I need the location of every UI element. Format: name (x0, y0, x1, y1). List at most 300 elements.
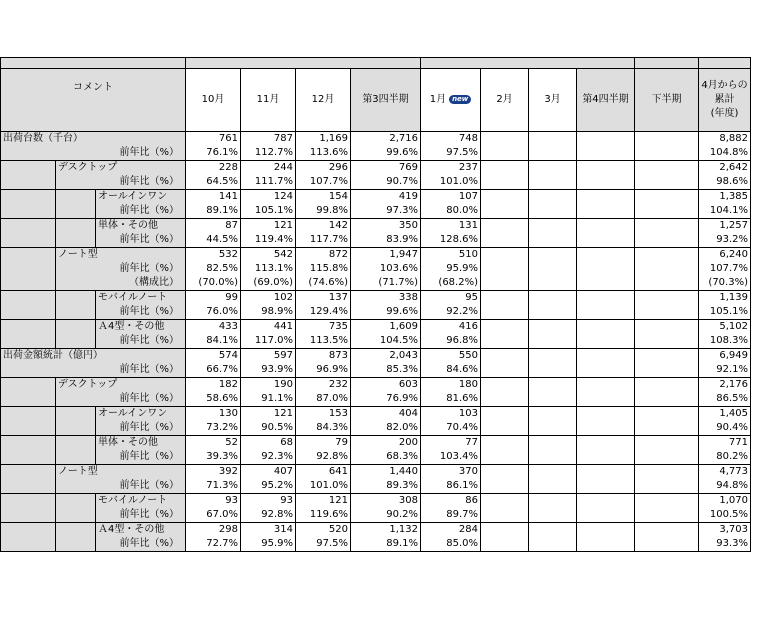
value-cell: (69.0%) (241, 276, 296, 291)
value-cell (635, 248, 699, 263)
value-cell (481, 421, 529, 436)
value-cell: 66.7% (186, 363, 241, 378)
value-cell (635, 537, 699, 552)
value-cell (577, 363, 635, 378)
value-cell: 82.0% (351, 421, 421, 436)
value-cell: 121 (241, 407, 296, 422)
value-cell (635, 161, 699, 176)
value-cell (481, 349, 529, 364)
row-sublabel: 前年比（%） (1, 146, 186, 161)
value-cell (577, 204, 635, 219)
table-row (1, 363, 751, 378)
value-cell: 180 (421, 378, 481, 393)
value-cell (529, 334, 577, 349)
header-spacer (1, 58, 186, 69)
table-row (1, 537, 751, 552)
value-cell: 237 (421, 161, 481, 176)
row-sublabel: 前年比（%） (96, 305, 186, 320)
value-cell: 154 (296, 190, 351, 205)
value-cell: 104.8% (699, 146, 751, 161)
value-cell (481, 378, 529, 393)
value-cell: 107.7% (296, 175, 351, 190)
quarter-header-q3: 第3四半期 (351, 69, 421, 132)
value-cell: 67.0% (186, 508, 241, 523)
row-label: ノート型 (56, 248, 186, 263)
value-cell: 131 (421, 219, 481, 234)
value-cell: 96.8% (421, 334, 481, 349)
value-cell: 87 (186, 219, 241, 234)
value-cell (577, 233, 635, 248)
value-cell: 93 (241, 494, 296, 509)
month-header-nov: 11月 (241, 69, 296, 132)
row-label: 単体・その他 (96, 219, 186, 234)
value-cell: 101.0% (296, 479, 351, 494)
value-cell: 1,132 (351, 523, 421, 538)
table-row (1, 291, 751, 306)
value-cell: 419 (351, 190, 421, 205)
table-row (1, 334, 751, 349)
table-row (1, 132, 751, 147)
value-cell (529, 407, 577, 422)
value-cell (577, 508, 635, 523)
table-row (1, 276, 751, 291)
value-cell: 92.1% (699, 363, 751, 378)
table-row (1, 436, 751, 451)
row-sublabel: 前年比（%） (96, 421, 186, 436)
header-spacer-cum (699, 58, 751, 69)
value-cell: 574 (186, 349, 241, 364)
value-cell (481, 494, 529, 509)
half-header-h2: 下半期 (635, 69, 699, 132)
value-cell: 102 (241, 291, 296, 306)
value-cell: 603 (351, 378, 421, 393)
value-cell: 597 (241, 349, 296, 364)
value-cell (481, 233, 529, 248)
value-cell (577, 190, 635, 205)
indent-cell (56, 320, 96, 349)
value-cell (529, 132, 577, 147)
table-row (1, 305, 751, 320)
value-cell: 68.3% (351, 450, 421, 465)
table-row (1, 146, 751, 161)
value-cell: 1,169 (296, 132, 351, 147)
value-cell (635, 363, 699, 378)
value-cell: 232 (296, 378, 351, 393)
value-cell (577, 349, 635, 364)
value-cell (635, 479, 699, 494)
value-cell: 117.7% (296, 233, 351, 248)
row-label: ノート型 (56, 465, 186, 480)
value-cell: 81.6% (421, 392, 481, 407)
row-sublabel: 前年比（%） (56, 392, 186, 407)
indent-cell (1, 219, 56, 248)
value-cell: 76.9% (351, 392, 421, 407)
value-cell: 91.1% (241, 392, 296, 407)
value-cell (635, 146, 699, 161)
value-cell (529, 378, 577, 393)
cumulative-header-line3: (年度) (710, 108, 739, 119)
value-cell (635, 523, 699, 538)
value-cell: 4,773 (699, 465, 751, 480)
row-sublabel: 前年比（%） (96, 537, 186, 552)
value-cell (577, 378, 635, 393)
value-cell: 115.8% (296, 262, 351, 276)
value-cell: 314 (241, 523, 296, 538)
header-spacer-q3 (186, 58, 421, 69)
value-cell: 84.6% (421, 363, 481, 378)
value-cell (577, 436, 635, 451)
value-cell: 416 (421, 320, 481, 335)
value-cell: 94.8% (699, 479, 751, 494)
value-cell: 520 (296, 523, 351, 538)
value-cell: 92.2% (421, 305, 481, 320)
value-cell: (74.6%) (296, 276, 351, 291)
value-cell: 190 (241, 378, 296, 393)
value-cell (481, 450, 529, 465)
value-cell (577, 320, 635, 335)
row-sublabel: 前年比（%） (96, 508, 186, 523)
row-sublabel: 前年比（%） (96, 233, 186, 248)
new-badge-icon: new (449, 95, 471, 104)
value-cell (481, 161, 529, 176)
value-cell (529, 190, 577, 205)
value-cell (577, 219, 635, 234)
value-cell (635, 219, 699, 234)
value-cell (529, 349, 577, 364)
value-cell (577, 537, 635, 552)
value-cell (481, 204, 529, 219)
value-cell (481, 262, 529, 276)
table-body (1, 132, 751, 552)
value-cell (481, 436, 529, 451)
value-cell (635, 132, 699, 147)
month-header-dec: 12月 (296, 69, 351, 132)
value-cell (635, 262, 699, 276)
value-cell (529, 161, 577, 176)
value-cell (635, 450, 699, 465)
value-cell: 153 (296, 407, 351, 422)
value-cell: (70.0%) (186, 276, 241, 291)
value-cell (635, 421, 699, 436)
value-cell: 370 (421, 465, 481, 480)
value-cell: 2,176 (699, 378, 751, 393)
value-cell (529, 450, 577, 465)
value-cell: 64.5% (186, 175, 241, 190)
value-cell (635, 305, 699, 320)
value-cell (635, 233, 699, 248)
value-cell: (71.7%) (351, 276, 421, 291)
value-cell (529, 276, 577, 291)
value-cell (529, 320, 577, 335)
value-cell: 68 (241, 436, 296, 451)
indent-cell (56, 190, 96, 219)
value-cell: 298 (186, 523, 241, 538)
value-cell (529, 436, 577, 451)
indent-cell (56, 219, 96, 248)
table-row (1, 349, 751, 364)
value-cell: 2,043 (351, 349, 421, 364)
value-cell: 129.4% (296, 305, 351, 320)
value-cell: 93.2% (699, 233, 751, 248)
value-cell (577, 276, 635, 291)
value-cell: 97.5% (421, 146, 481, 161)
value-cell: 771 (699, 436, 751, 451)
value-cell: 90.5% (241, 421, 296, 436)
header-spacer-row (1, 58, 751, 69)
indent-cell (1, 436, 56, 465)
indent-cell (1, 494, 56, 523)
cumulative-header (699, 69, 751, 132)
value-cell (577, 146, 635, 161)
value-cell: 550 (421, 349, 481, 364)
value-cell: 95 (421, 291, 481, 306)
value-cell: 92.3% (241, 450, 296, 465)
value-cell: 80.0% (421, 204, 481, 219)
value-cell: 92.8% (296, 450, 351, 465)
table-row (1, 248, 751, 263)
value-cell (577, 421, 635, 436)
value-cell: 95.9% (421, 262, 481, 276)
value-cell: 228 (186, 161, 241, 176)
value-cell: (70.3%) (699, 276, 751, 291)
value-cell: 873 (296, 349, 351, 364)
row-sublabel: （構成比） (56, 276, 186, 291)
value-cell: 3,703 (699, 523, 751, 538)
indent-cell (1, 407, 56, 436)
header-spacer-q4 (421, 58, 635, 69)
value-cell: 89.1% (351, 537, 421, 552)
value-cell: 86 (421, 494, 481, 509)
indent-cell (1, 248, 56, 291)
value-cell: 510 (421, 248, 481, 263)
value-cell: 84.3% (296, 421, 351, 436)
value-cell: 142 (296, 219, 351, 234)
value-cell: 92.8% (241, 508, 296, 523)
indent-cell (1, 465, 56, 494)
value-cell: 90.4% (699, 421, 751, 436)
value-cell: 104.1% (699, 204, 751, 219)
table-row (1, 262, 751, 276)
value-cell (577, 334, 635, 349)
value-cell (577, 392, 635, 407)
value-cell: 117.0% (241, 334, 296, 349)
value-cell: (68.2%) (421, 276, 481, 291)
value-cell (529, 479, 577, 494)
value-cell: 6,949 (699, 349, 751, 364)
value-cell (481, 132, 529, 147)
value-cell (481, 219, 529, 234)
value-cell (481, 190, 529, 205)
table-row (1, 320, 751, 335)
value-cell: 103.6% (351, 262, 421, 276)
value-cell: 103 (421, 407, 481, 422)
value-cell (635, 378, 699, 393)
value-cell: 52 (186, 436, 241, 451)
row-label: Ａ4型・その他 (96, 523, 186, 538)
value-cell: 112.7% (241, 146, 296, 161)
value-cell: 1,139 (699, 291, 751, 306)
value-cell (481, 248, 529, 263)
value-cell: 284 (421, 523, 481, 538)
value-cell: 532 (186, 248, 241, 263)
value-cell (635, 436, 699, 451)
value-cell: 93.9% (241, 363, 296, 378)
value-cell (577, 161, 635, 176)
table-row (1, 219, 751, 234)
value-cell: 121 (296, 494, 351, 509)
value-cell (635, 407, 699, 422)
value-cell: 2,642 (699, 161, 751, 176)
value-cell (529, 465, 577, 480)
row-sublabel: 前年比（%） (96, 204, 186, 219)
value-cell (635, 494, 699, 509)
value-cell (635, 465, 699, 480)
header-spacer-h2 (635, 58, 699, 69)
value-cell (529, 175, 577, 190)
value-cell (529, 523, 577, 538)
row-sublabel: 前年比（%） (56, 262, 186, 276)
value-cell (529, 219, 577, 234)
value-cell (529, 305, 577, 320)
table-row (1, 508, 751, 523)
table-row (1, 190, 751, 205)
row-label: デスクトップ (56, 161, 186, 176)
table-row (1, 465, 751, 480)
value-cell (529, 392, 577, 407)
row-sublabel: 前年比（%） (96, 450, 186, 465)
value-cell: 2,716 (351, 132, 421, 147)
value-cell: 308 (351, 494, 421, 509)
value-cell (481, 175, 529, 190)
indent-cell (1, 320, 56, 349)
value-cell (481, 320, 529, 335)
table-row (1, 204, 751, 219)
value-cell (577, 291, 635, 306)
value-cell: 87.0% (296, 392, 351, 407)
value-cell (635, 204, 699, 219)
indent-cell (56, 436, 96, 465)
value-cell (481, 291, 529, 306)
value-cell (529, 508, 577, 523)
value-cell (635, 334, 699, 349)
value-cell: 200 (351, 436, 421, 451)
value-cell: 1,405 (699, 407, 751, 422)
table-row (1, 450, 751, 465)
row-label: オールインワン (96, 407, 186, 422)
value-cell: 97.5% (296, 537, 351, 552)
comment-header: コメント (1, 69, 186, 132)
value-cell: 8,882 (699, 132, 751, 147)
value-cell: 182 (186, 378, 241, 393)
value-cell (577, 523, 635, 538)
indent-cell (1, 190, 56, 219)
value-cell (481, 465, 529, 480)
table-row (1, 175, 751, 190)
value-cell: 407 (241, 465, 296, 480)
value-cell: 761 (186, 132, 241, 147)
value-cell (577, 248, 635, 263)
table-row (1, 421, 751, 436)
value-cell: 44.5% (186, 233, 241, 248)
value-cell (481, 276, 529, 291)
value-cell (635, 276, 699, 291)
value-cell: 99.8% (296, 204, 351, 219)
value-cell: 392 (186, 465, 241, 480)
row-label: 出荷金額統計（億円） (1, 349, 186, 364)
value-cell: 296 (296, 161, 351, 176)
value-cell (481, 392, 529, 407)
value-cell: 100.5% (699, 508, 751, 523)
value-cell (577, 132, 635, 147)
value-cell: 71.3% (186, 479, 241, 494)
value-cell (529, 146, 577, 161)
row-sublabel: 前年比（%） (56, 479, 186, 494)
value-cell: 79 (296, 436, 351, 451)
value-cell (481, 407, 529, 422)
value-cell: 137 (296, 291, 351, 306)
value-cell: 95.9% (241, 537, 296, 552)
value-cell: 105.1% (699, 305, 751, 320)
value-cell: 86.1% (421, 479, 481, 494)
value-cell (529, 233, 577, 248)
row-label: モバイルノート (96, 291, 186, 306)
value-cell: 338 (351, 291, 421, 306)
value-cell: 105.1% (241, 204, 296, 219)
value-cell: 99.6% (351, 146, 421, 161)
value-cell: 95.2% (241, 479, 296, 494)
indent-cell (56, 407, 96, 436)
value-cell (529, 494, 577, 509)
value-cell: 1,385 (699, 190, 751, 205)
value-cell: 98.6% (699, 175, 751, 190)
value-cell: 141 (186, 190, 241, 205)
row-sublabel: 前年比（%） (1, 363, 186, 378)
value-cell: 93 (186, 494, 241, 509)
value-cell: 5,102 (699, 320, 751, 335)
value-cell (529, 363, 577, 378)
table-row (1, 494, 751, 509)
value-cell (529, 537, 577, 552)
value-cell (577, 407, 635, 422)
value-cell: 73.2% (186, 421, 241, 436)
value-cell: 1,257 (699, 219, 751, 234)
value-cell: 350 (351, 219, 421, 234)
value-cell: 58.6% (186, 392, 241, 407)
value-cell: 82.5% (186, 262, 241, 276)
value-cell (577, 175, 635, 190)
value-cell (529, 262, 577, 276)
month-header-mar: 3月 (529, 69, 577, 132)
value-cell: 86.5% (699, 392, 751, 407)
value-cell (577, 479, 635, 494)
row-sublabel: 前年比（%） (56, 175, 186, 190)
value-cell: 84.1% (186, 334, 241, 349)
table-row (1, 479, 751, 494)
value-cell: 89.1% (186, 204, 241, 219)
value-cell (635, 190, 699, 205)
value-cell: 735 (296, 320, 351, 335)
value-cell (635, 320, 699, 335)
value-cell: 89.7% (421, 508, 481, 523)
value-cell: 441 (241, 320, 296, 335)
value-cell: 39.3% (186, 450, 241, 465)
value-cell: 108.3% (699, 334, 751, 349)
value-cell: 97.3% (351, 204, 421, 219)
value-cell: 6,240 (699, 248, 751, 263)
row-label: オールインワン (96, 190, 186, 205)
value-cell (529, 421, 577, 436)
value-cell: 93.3% (699, 537, 751, 552)
